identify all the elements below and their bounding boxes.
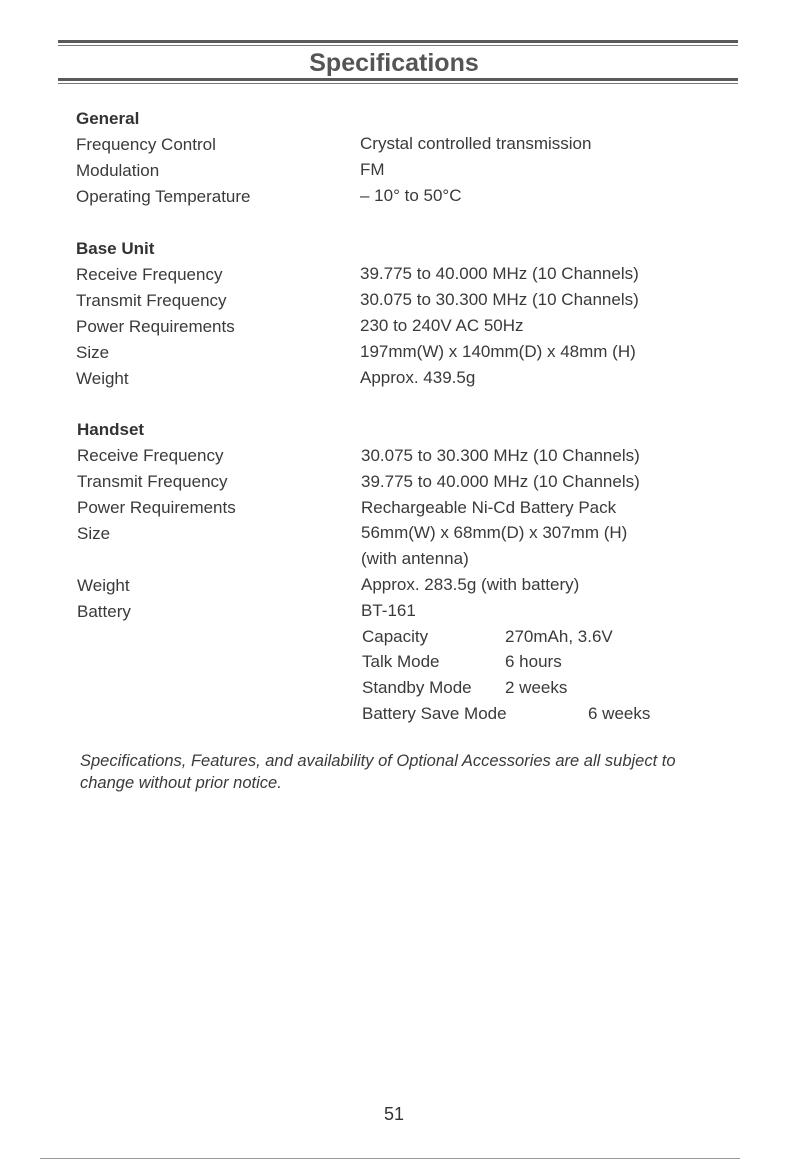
battery-detail-name: Standby Mode <box>362 678 472 697</box>
disclaimer-note: Specifications, Features, and availability of Optional Accessories are all subject to change without prior notice. <box>80 752 676 792</box>
spec-value: Rechargeable Ni-Cd Battery Pack <box>361 498 617 517</box>
spec-value: Crystal controlled transmission <box>360 134 592 153</box>
spec-label: Power Requirements <box>76 317 235 336</box>
spec-label: Transmit Frequency <box>76 291 227 310</box>
battery-detail-name: Battery Save Mode <box>362 704 507 723</box>
spec-value: 30.075 to 30.300 MHz (10 Channels) <box>360 290 639 309</box>
spec-value: 39.775 to 40.000 MHz (10 Channels) <box>361 472 640 491</box>
spec-value: 230 to 240V AC 50Hz <box>360 316 524 335</box>
spec-value-continuation: (with antenna) <box>361 549 469 568</box>
page-title: Specifications <box>0 47 788 79</box>
section-heading-general: General <box>76 109 140 128</box>
battery-detail-value: 6 hours <box>505 652 562 671</box>
spec-label: Transmit Frequency <box>77 472 228 491</box>
battery-detail-name: Capacity <box>362 627 429 646</box>
section-heading-handset: Handset <box>77 420 145 439</box>
spec-label: Size <box>76 343 110 362</box>
spec-label: Frequency Control <box>76 135 216 154</box>
spec-label: Battery <box>77 602 131 621</box>
spec-value: 39.775 to 40.000 MHz (10 Channels) <box>360 264 639 283</box>
spec-value: BT-161 <box>361 601 416 620</box>
spec-value: FM <box>360 160 385 179</box>
battery-detail-value: 270mAh, 3.6V <box>505 627 613 646</box>
spec-label: Operating Temperature <box>76 187 251 206</box>
spec-value: 56mm(W) x 68mm(D) x 307mm (H) <box>361 523 628 542</box>
spec-label: Receive Frequency <box>77 446 224 465</box>
spec-label: Weight <box>76 369 129 388</box>
spec-label: Size <box>77 524 111 543</box>
page-number: 51 <box>383 1104 405 1124</box>
spec-label: Weight <box>77 576 130 595</box>
bottom-edge-rule <box>40 1158 740 1159</box>
spec-value: Approx. 283.5g (with battery) <box>361 575 580 594</box>
title-underline-rule <box>58 78 738 86</box>
spec-value: Approx. 439.5g <box>360 368 476 387</box>
battery-detail-name: Talk Mode <box>362 652 440 671</box>
section-heading-base-unit: Base Unit <box>76 239 155 258</box>
battery-detail-value: 6 weeks <box>588 704 651 723</box>
spec-value: 30.075 to 30.300 MHz (10 Channels) <box>361 446 640 465</box>
spec-value: 197mm(W) x 140mm(D) x 48mm (H) <box>360 342 636 361</box>
battery-detail-value: 2 weeks <box>505 678 568 697</box>
spec-value: – 10° to 50°C <box>360 186 462 205</box>
spec-label: Power Requirements <box>77 498 236 517</box>
spec-label: Receive Frequency <box>76 265 223 284</box>
spec-label: Modulation <box>76 161 160 180</box>
